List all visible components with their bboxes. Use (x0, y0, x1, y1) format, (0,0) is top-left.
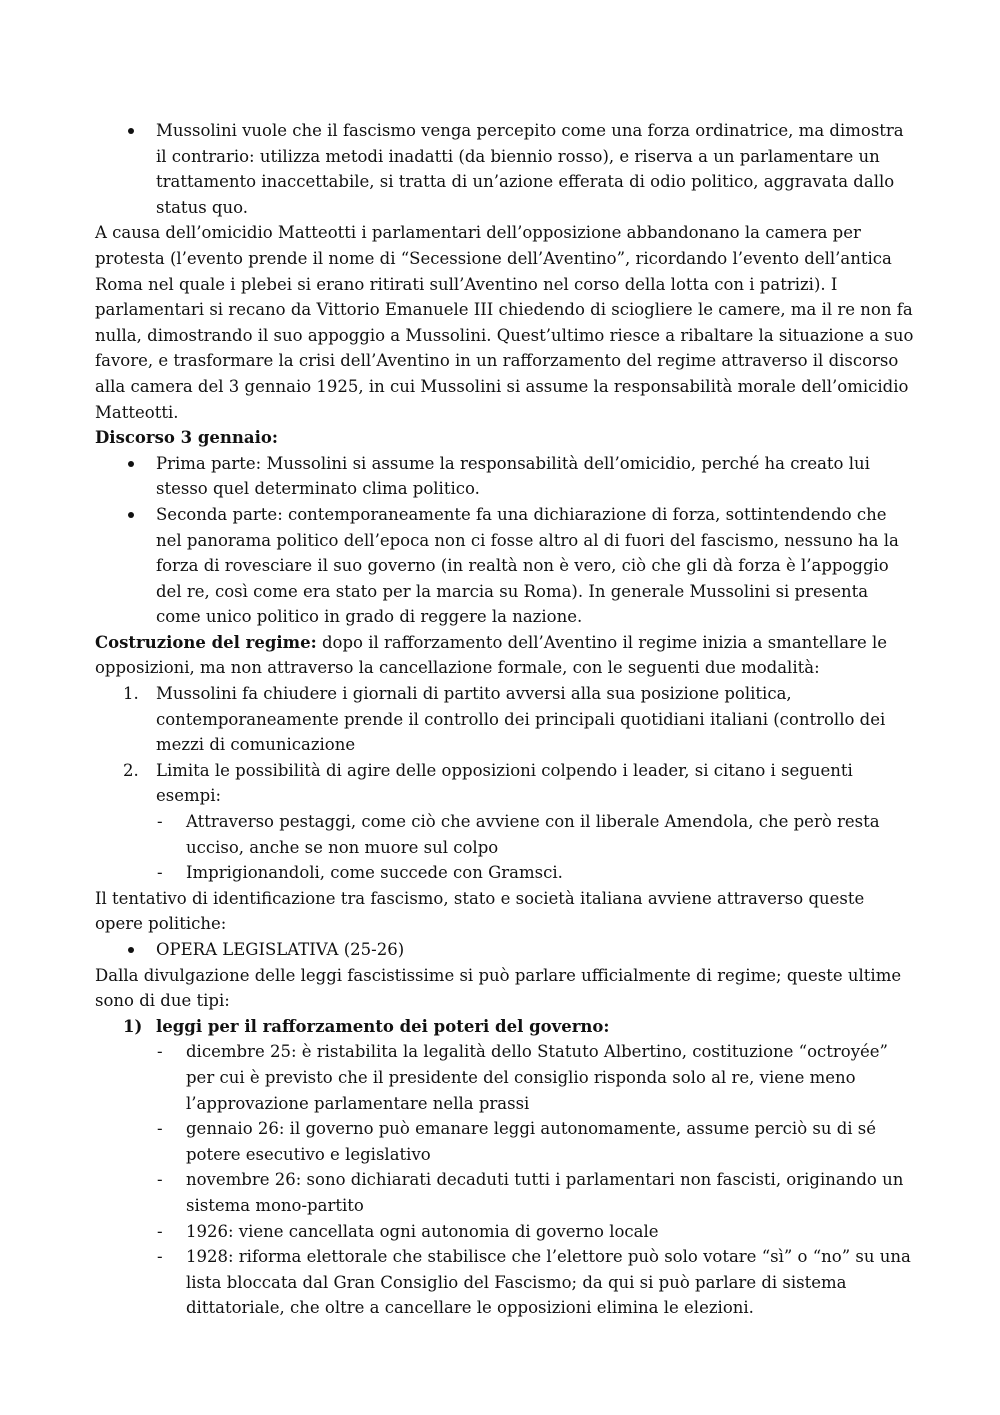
item-number: 1. (123, 684, 139, 704)
paragraph-aventino: A causa dell’omicidio Matteotti i parlamentari dell’opposizione abbandonano la camera per protesta (l’evento prende il nome di “Secessione dell’Aventino”, ricordando l’evento dell’antica Roma nel quale i plebei si erano ritirati sull’Aventino nel corso della lotta con i patrizi). I parlamentari si recano da Vittorio Emanuele III chiedendo di sciogliere le camere, ma il re non fa nulla, dimostrando il suo appoggio a Mussolini. Quest’ultimo riesce a ribaltare la situazione a suo favore, e trasformare la crisi dell’Aventino in un rafforzamento del regime attraverso il discorso alla camera del 3 gennaio 1925, in cui Mussolini si assume la responsabilità morale dell’omicidio Matteotti. (95, 223, 914, 422)
heading-discorso: Discorso 3 gennaio: (95, 428, 278, 448)
heading-opera-legislativa: OPERA LEGISLATIVA (25-26) (156, 940, 405, 959)
dash-text: 1928: riforma elettorale che stabilisce che l’elettore può solo votare “sì” o “no” su una lista bloccata dal Gran Consiglio del Fascismo; da qui si può parlare di sistema dittatoriale, che oltre a cancellare le opposizioni elimina le elezioni. (186, 1247, 911, 1318)
bullet-text: Prima parte: Mussolini si assume la responsabilità dell’omicidio, perché ha creato lui stesso quel determinato clima politico. (156, 453, 870, 499)
dash-marker: - (157, 1221, 163, 1241)
bullet-item (95, 118, 915, 220)
leggi-heading: leggi per il rafforzamento dei poteri del governo: (156, 1016, 610, 1036)
dash-item (95, 1116, 915, 1167)
numbered-item (95, 681, 915, 758)
dash-item (95, 809, 915, 860)
dash-item (95, 1039, 915, 1116)
item-number: 2. (123, 760, 139, 780)
bullet-item (95, 451, 915, 502)
numbered-item (95, 758, 915, 809)
dash-text: gennaio 26: il governo può emanare leggi autonomamente, assume perciò su di sé potere esecutivo e legislativo (186, 1119, 877, 1164)
paragraph-costruzione (95, 630, 915, 681)
dash-text: 1926: viene cancellata ogni autonomia di governo locale (186, 1221, 659, 1241)
dash-marker: - (157, 1119, 163, 1139)
dash-item (95, 1244, 915, 1321)
bullet-item (95, 937, 915, 963)
dash-marker: - (157, 812, 163, 832)
dash-marker: - (157, 1042, 163, 1062)
bullet-item (95, 502, 915, 630)
heading-costruzione: Costruzione del regime: (95, 632, 317, 652)
item-number: 1) (123, 1016, 143, 1036)
paragraph-leggi: Dalla divulgazione delle leggi fascistissime si può parlare ufficialmente di regime; queste ultime sono di due tipi: (95, 965, 902, 1011)
dash-text: Attraverso pestaggi, come ciò che avviene con il liberale Amendola, che però resta ucciso, anche se non muore sul colpo (186, 812, 880, 857)
dash-item (95, 1219, 915, 1245)
dash-text: dicembre 25: è ristabilita la legalità dello Statuto Albertino, costituzione “octroyée” per cui è previsto che il presidente del consiglio risponda solo al re, viene meno l’approvazione parlamentare nella prassi (186, 1042, 888, 1113)
dash-text: Imprigionandoli, come succede con Gramsci. (186, 863, 563, 883)
paragraph-identificazione: Il tentativo di identificazione tra fascismo, stato e società italiana avviene attraverso queste opere politiche: (95, 888, 865, 934)
dash-item (95, 1167, 915, 1218)
dash-item (95, 860, 915, 886)
bullet-text: Mussolini vuole che il fascismo venga percepito come una forza ordinatrice, ma dimostra il contrario: utilizza metodi inadatti (da biennio rosso), e riserva a un parlamentare un trattamento inaccettabile, si tratta di un’azione efferata di odio politico, aggravata dallo status quo. (156, 121, 904, 217)
document-page (95, 118, 915, 1321)
dash-marker: - (157, 1247, 163, 1267)
numbered-heading (95, 1014, 915, 1040)
dash-marker: - (157, 1170, 163, 1190)
costruzione-text: dopo il rafforzamento dell’Aventino il regime inizia a smantellare le opposizioni, ma non attraverso la cancellazione formale, con le seguenti due modalità: (95, 632, 888, 678)
dash-text: novembre 26: sono dichiarati decaduti tutti i parlamentari non fascisti, originando un sistema mono-partito (186, 1170, 904, 1215)
numbered-text: Limita le possibilità di agire delle opposizioni colpendo i leader, si citano i seguenti esempi: (156, 760, 853, 806)
dash-marker: - (157, 863, 163, 883)
bullet-text: Seconda parte: contemporaneamente fa una dichiarazione di forza, sottintendendo che nel panorama politico dell’epoca non ci fosse altro al di fuori del fascismo, nessuno ha la forza di rovesciare il suo governo (in realtà non è vero, ciò che gli dà forza è l’appoggio del re, così come era stato per la marcia su Roma). In generale Mussolini si presenta come unico politico in grado di reggere la nazione. (156, 504, 899, 627)
numbered-text: Mussolini fa chiudere i giornali di partito avversi alla sua posizione politica, contemporaneamente prende il controllo dei principali quotidiani italiani (controllo dei mezzi di comunicazione (156, 684, 886, 755)
